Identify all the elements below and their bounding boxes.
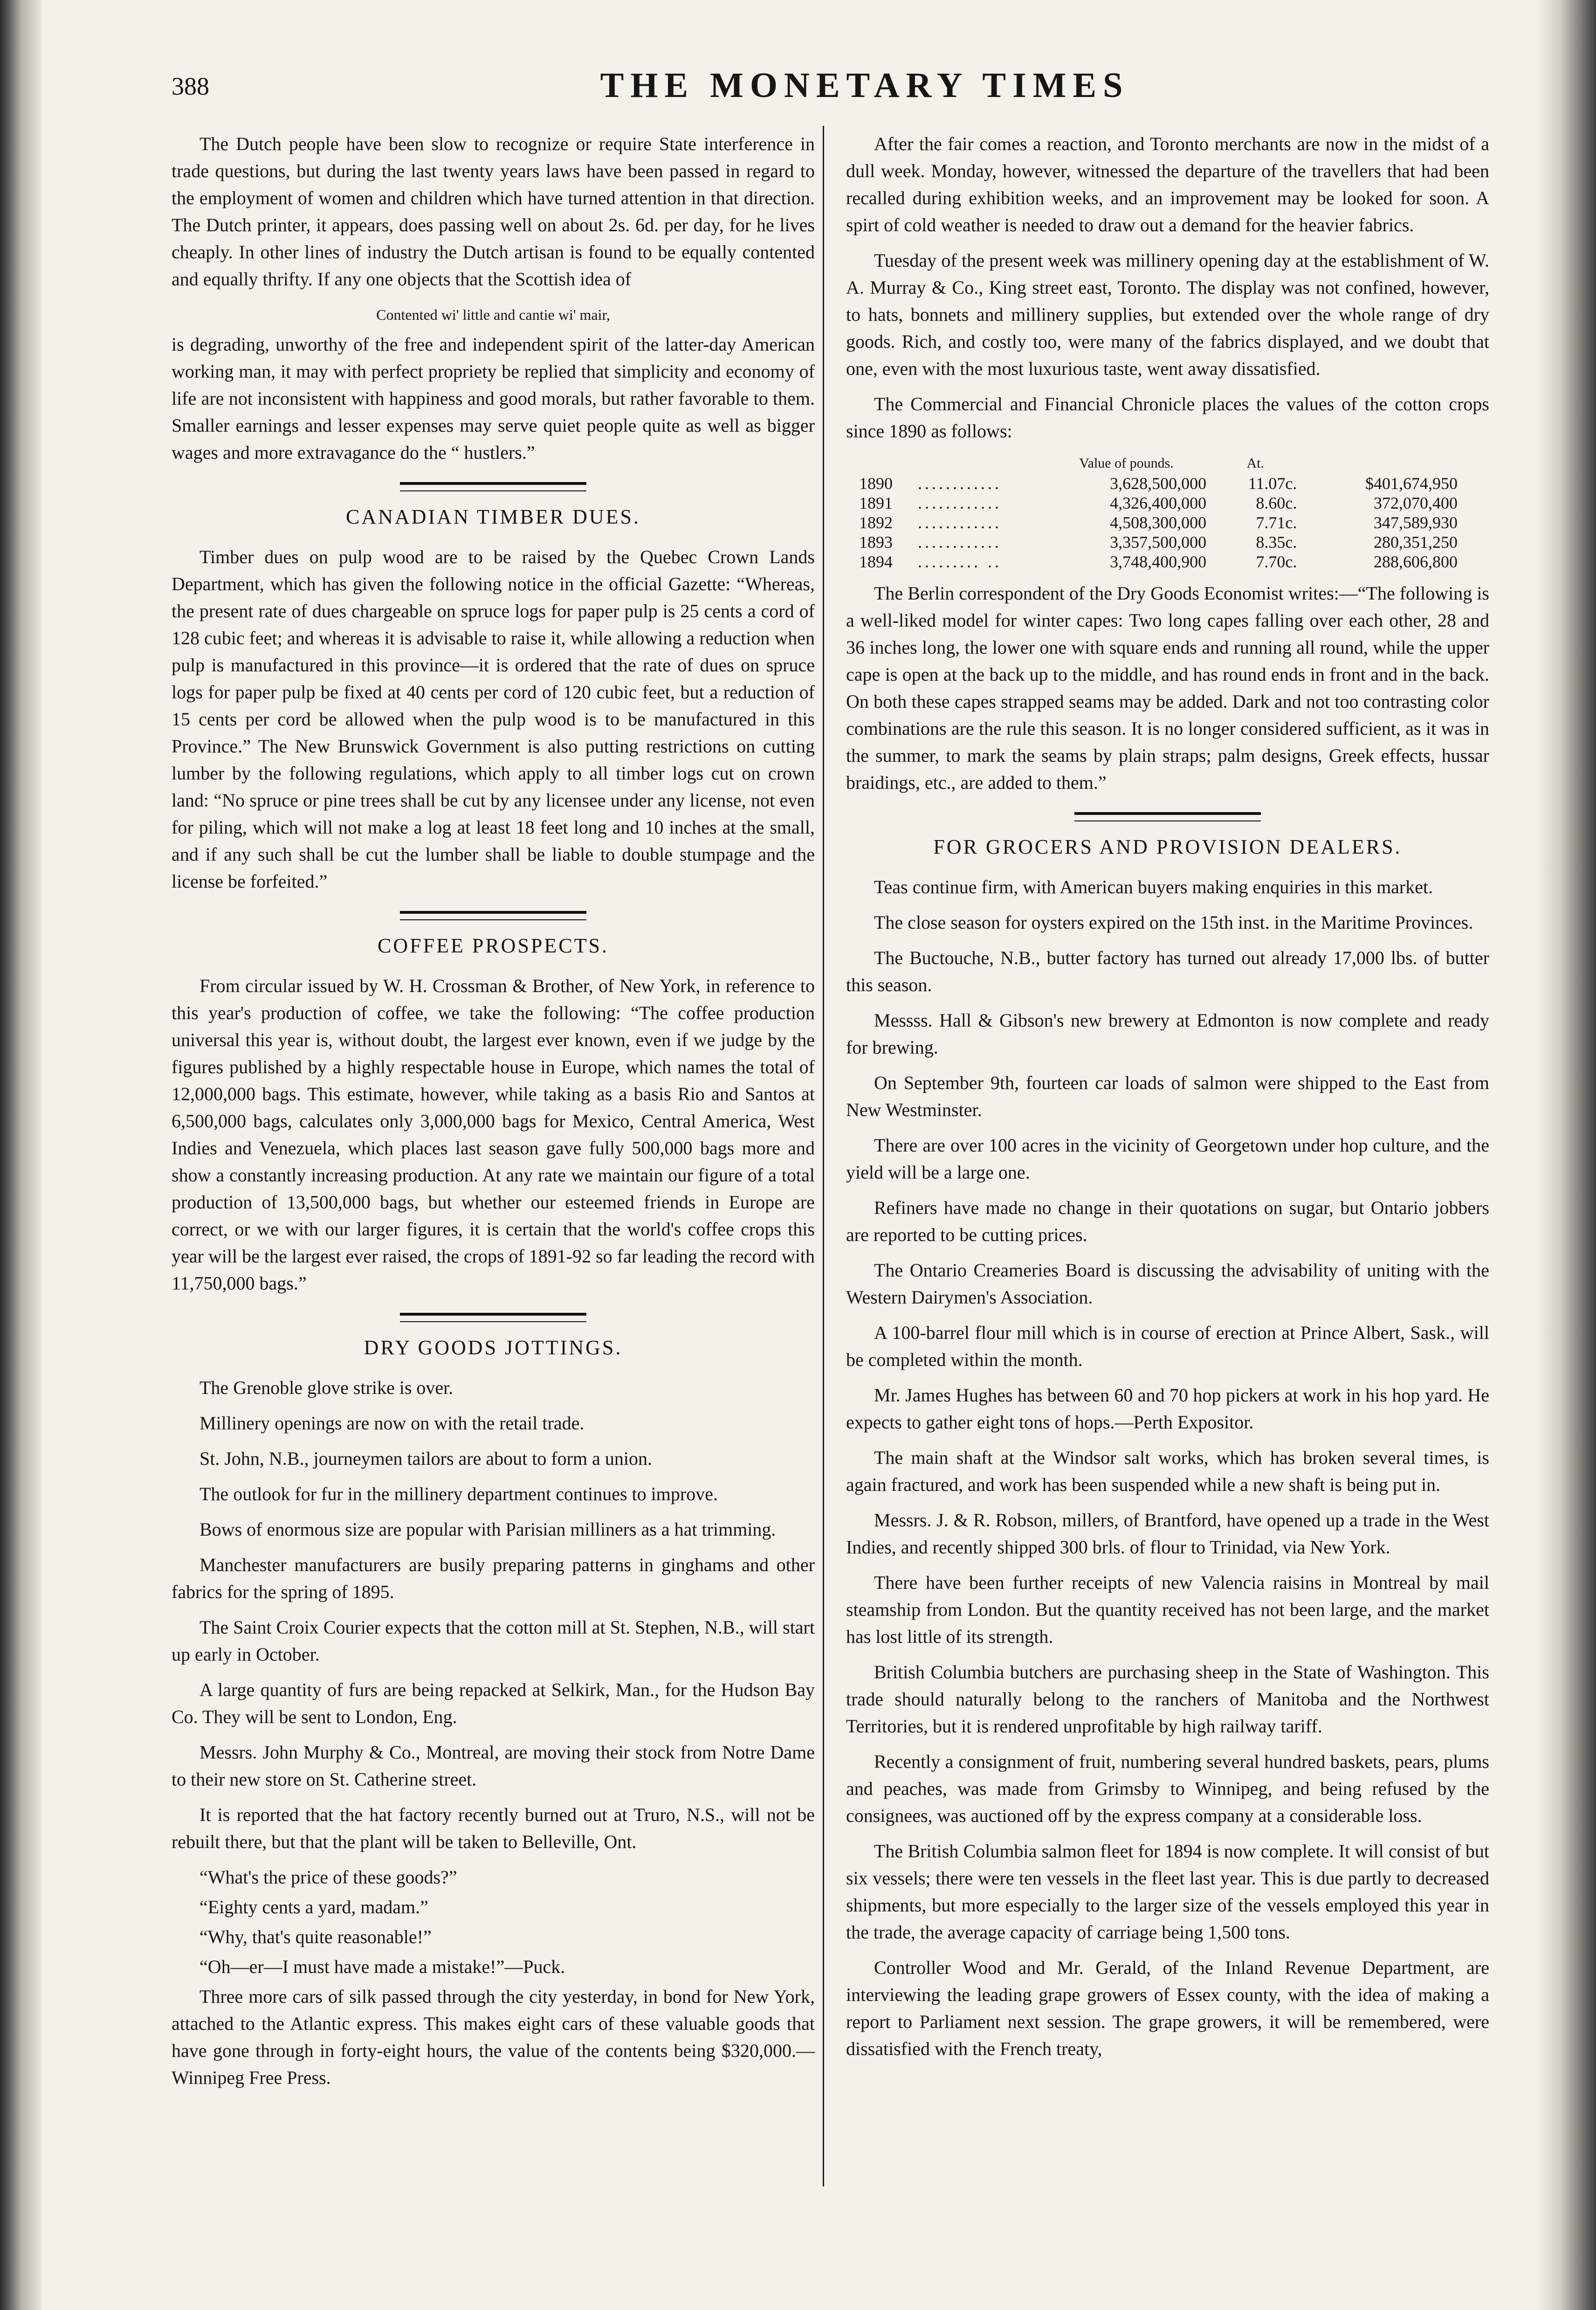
dialog-line: “Eighty cents a yard, madam.” [200,1896,428,1917]
list-item: Bows of enormous size are popular with Parisian milliners as a hat trimming. [200,1519,776,1540]
cell-price: 7.70c. [1256,552,1297,571]
cell-value: 347,589,930 [1374,513,1458,532]
list-item: Teas continue firm, with American buyers making enquiries in this market. [874,876,1433,897]
list-item: Messrs. John Murphy & Co., Montreal, are moving their stock from Notre Dame to their new store on St. Catherine street. [172,1742,815,1790]
table-header-row [855,453,1461,474]
grocers-heading: FOR GROCERS AND PROVISION DEALERS. [933,835,1402,858]
cell-year: 1892 [859,513,893,532]
dry-goods-list [172,1374,815,1855]
dutch-paragraph-2: is degrading, unworthy of the free and independent spirit of the latter-day American working man, it may with perfect propriety be replied that simplicity and economy of life are not inconsistent with happiness and good morals, but rather favorable to them. Smaller earnings and lesser expenses may serve quiet people quite as well as bigger wages and more extravagance do the “ hustlers.” [172,334,815,463]
cell-leader: ......... .. [918,552,1002,571]
page-binding-shadow-right [1535,0,1596,2310]
dutch-paragraph-1: The Dutch people have been slow to recognize or require State interference in trade questions, but during the last twenty years laws have been passed in regard to the employment of women and children which have turned attention in that direction. The Dutch printer, it appears, does passing well on about 2s. 6d. per day, for he lives cheaply. In other lines of industry the Dutch artisan is found to be equally contented and equally thrifty. If any one objects that the Scottish idea of [172,133,815,290]
scottish-quote: Contented wi' little and cantie wi' mair, [376,306,610,323]
table-row [855,532,1461,552]
cell-value: $401,674,950 [1365,474,1458,493]
right-column [846,131,1489,2182]
cell-value: 280,351,250 [1374,533,1458,552]
list-item: Messrs. J. & R. Robson, millers, of Brantford, have opened up a trade in the West Indies, and recently shipped 300 brls. of flour to Trinidad, via New York. [846,1510,1489,1558]
list-item: The Buctouche, N.B., butter factory has turned out already 17,000 lbs. of butter this season. [846,947,1489,995]
column-header: At. [1246,455,1264,471]
list-item: There are over 100 acres in the vicinity of Georgetown under hop culture, and the yield will be a large one. [846,1135,1489,1183]
list-item: The main shaft at the Windsor salt works, which has broken several times, is again fractured, and work has been suspended while a new shaft is being put in. [846,1447,1489,1495]
cell-year: 1893 [859,533,893,552]
list-item: Controller Wood and Mr. Gerald, of the Inland Revenue Department, are interviewing the leading grape growers of Essex county, with the idea of making a report to Parliament next session. The grape growers, it will be remembered, were dissatisfied with the French treaty, [846,1957,1489,2059]
list-item: Millinery openings are now on with the retail trade. [200,1413,585,1434]
table-row [855,513,1461,532]
cell-pounds: 3,357,500,000 [1110,533,1207,552]
cotton-intro: The Commercial and Financial Chronicle places the values of the cotton crops since 1890 as follows: [846,393,1489,441]
column-divider [823,126,824,2186]
list-item: The Saint Croix Courier expects that the cotton mill at St. Stephen, N.B., will start up early in October. [172,1617,815,1665]
list-item: Recently a consignment of fruit, numbering several hundred baskets, pears, plums and peaches, was made from Grimsby to Winnipeg, and being refused by the consignees, was auctioned off by the express company at a considerable loss. [846,1751,1489,1826]
list-item: A large quantity of furs are being repacked at Selkirk, Man., for the Hudson Bay Co. They will be sent to London, Eng. [172,1679,815,1727]
masthead-title: THE MONETARY TIMES [600,66,1129,105]
section-rule [1074,812,1261,821]
cell-price: 8.60c. [1256,494,1297,512]
cell-pounds: 3,748,400,900 [1110,552,1207,571]
cell-leader: ............ [918,513,1002,532]
list-item: The British Columbia salmon fleet for 1894 is now complete. It will consist of but six vessels; there were ten vessels in the fleet last year. This is due partly to decreased shipments, but more especially to the larger size of the vessels employed this year in the trade, the average capacity of carriage being 1,500 tons. [846,1841,1489,1943]
page-binding-shadow-left [0,0,42,2310]
cell-year: 1891 [859,494,893,512]
table-row [855,552,1461,572]
list-item: The outlook for fur in the millinery department continues to improve. [200,1483,718,1504]
list-item: Messss. Hall & Gibson's new brewery at Edmonton is now complete and ready for brewing. [846,1010,1489,1058]
cell-leader: ............ [918,533,1002,552]
list-item: On September 9th, fourteen car loads of salmon were shipped to the East from New Westminster. [846,1072,1489,1120]
list-item: Manchester manufacturers are busily preparing patterns in ginghams and other fabrics for the spring of 1895. [172,1554,815,1602]
list-item: Mr. James Hughes has between 60 and 70 hop pickers at work in his hop yard. He expects to gather eight tons of hops.—Perth Expositor. [846,1385,1489,1433]
cell-year: 1894 [859,552,893,571]
list-item: British Columbia butchers are purchasing sheep in the State of Washington. This trade should naturally belong to the ranchers of Manitoba and the Northwest Territories, but it is rendered unprofitable by high railway tariff. [846,1662,1489,1737]
table-row [855,474,1461,493]
section-rule [400,911,586,920]
coffee-heading: COFFEE PROSPECTS. [378,934,609,957]
section-rule [400,1313,586,1322]
list-item: A 100-barrel flour mill which is in course of erection at Prince Albert, Sask., will be completed within the month. [846,1322,1489,1370]
left-column [172,131,815,2182]
timber-heading: CANADIAN TIMBER DUES. [346,505,640,528]
cell-price: 8.35c. [1256,533,1297,552]
cell-leader: ............ [918,474,1002,493]
list-item: It is reported that the hat factory recently burned out at Truro, N.S., will not be rebuilt there, but that the plant will be taken to Belleville, Ont. [172,1804,815,1852]
list-item: Refiners have made no change in their quotations on sugar, but Ontario jobbers are reported to be cutting prices. [846,1197,1489,1245]
list-item: St. John, N.B., journeymen tailors are about to form a union. [200,1448,652,1469]
cell-price: 11.07c. [1248,474,1297,493]
grocers-list [846,874,1489,2062]
section-rule [400,482,586,491]
coffee-paragraph: From circular issued by W. H. Crossman & Brother, of New York, in reference to this year's production of coffee, we take the following: “The coffee production universal this year is, without doubt, the largest ever known, even if we judge by the figures published by a highly respectable house in Europe, which names the total of 12,000,000 bags. This estimate, however, while taking as a basis Rio and Santos at 6,500,000 bags, calculates only 3,000,000 bags for Mexico, Central America, West Indies and Venezuela, which places last season gave fully 500,000 bags more and show a constantly increasing production. At any rate we maintain our figure of a total production of 13,500,000 bags, but whether our esteemed friends in Europe are correct, or we with our larger figures, it is certain that the world's coffee crops this year will be the largest ever raised, the crops of 1891-92 so far leading the record with 11,750,000 bags.” [172,975,815,1294]
list-item: The Grenoble glove strike is over. [200,1377,454,1398]
dry-goods-heading: DRY GOODS JOTTINGS. [364,1336,623,1359]
list-item: There have been further receipts of new Valencia raisins in Montreal by mail steamship from London. But the quantity received has not been large, and the market has lost little of its strength. [846,1572,1489,1647]
column-header: Value of pounds. [1079,455,1174,471]
cell-value: 288,606,800 [1374,552,1458,571]
list-item: The close season for oysters expired on the 15th inst. in the Maritime Provinces. [874,912,1473,933]
silk-paragraph: Three more cars of silk passed through the city yesterday, in bond for New York, attached to the Atlantic express. This makes eight cars of these valuable goods that have gone through in forty-eight hours, the value of the contents being $320,000.—Winnipeg Free Press. [172,1986,815,2088]
fair-paragraph: After the fair comes a reaction, and Toronto merchants are now in the midst of a dull week. Monday, however, witnessed the departure of the travellers that had been recalled during exhibition weeks, and an improvement may be looked for soon. A spirt of cold weather is needed to draw out a demand for the heavier fabrics. [846,133,1489,235]
timber-paragraph: Timber dues on pulp wood are to be raised by the Quebec Crown Lands Department, which has given the following notice in the official Gazette: “Whereas, the present rate of dues chargeable on spruce logs for paper pulp is 25 cents a cord of 128 cubic feet; and whereas it is advisable to raise it, while allowing a reduction when pulp is manufactured in this province—it is ordered that the rate of dues on spruce logs for paper pulp be fixed at 40 cents per cord of 120 cubic feet, but a reduction of 15 cents per cord be allowed when the pulp wood is to be manufactured in this Province.” The New Brunswick Government is also putting restrictions on cutting lumber by the following regulations, which apply to all timber logs cut on crown land: “No spruce or pine trees shall be cut by any licensee under any license, not even for piling, which will not make a log at least 18 feet long and 10 inches at the small, and if any such shall be cut the lumber shall be liable to double stumpage and the license be forfeited.” [172,546,815,892]
cell-value: 372,070,400 [1374,494,1458,512]
dialog-block [172,1864,815,1980]
cell-year: 1890 [859,474,893,493]
list-item: The Ontario Creameries Board is discussing the advisability of uniting with the Western Dairymen's Association. [846,1260,1489,1308]
cell-price: 7.71c. [1256,513,1297,532]
cell-pounds: 4,508,300,000 [1110,513,1207,532]
dialog-line: “Oh—er—I must have made a mistake!”—Puck. [200,1956,565,1977]
dialog-line: “What's the price of these goods?” [200,1867,457,1888]
cotton-crop-table [855,453,1461,572]
cell-leader: ............ [918,494,1002,512]
page-header [168,65,1562,107]
page-number: 388 [172,72,209,100]
dialog-line: “Why, that's quite reasonable!” [200,1926,432,1947]
cell-pounds: 3,628,500,000 [1110,474,1207,493]
table-row [855,493,1461,513]
cell-pounds: 4,326,400,000 [1110,494,1207,512]
millinery-paragraph: Tuesday of the present week was millinery opening day at the establishment of W. A. Murray & Co., King street east, Toronto. The display was not confined, however, to hats, bonnets and millinery supplies, but extended over the whole range of dry goods. Rich, and costly too, were many of the fabrics displayed, and we doubt that one, even with the most luxurious taste, went away dissatisfied. [846,250,1489,379]
berlin-paragraph: The Berlin correspondent of the Dry Goods Economist writes:—“The following is a well-liked model for winter capes: Two long capes falling over each other, 28 and 36 inches long, the lower one with square ends and running all round, while the upper cape is open at the back up to the middle, and has round ends in front and in the back. On both these capes strapped seams may be added. Dark and not too contrasting color combinations are the rule this season. It is no longer considered sufficient, as it was in the summer, to mark the seams by plain straps; palm designs, Greek effects, hussar braidings, etc., are added to them.” [846,583,1489,793]
